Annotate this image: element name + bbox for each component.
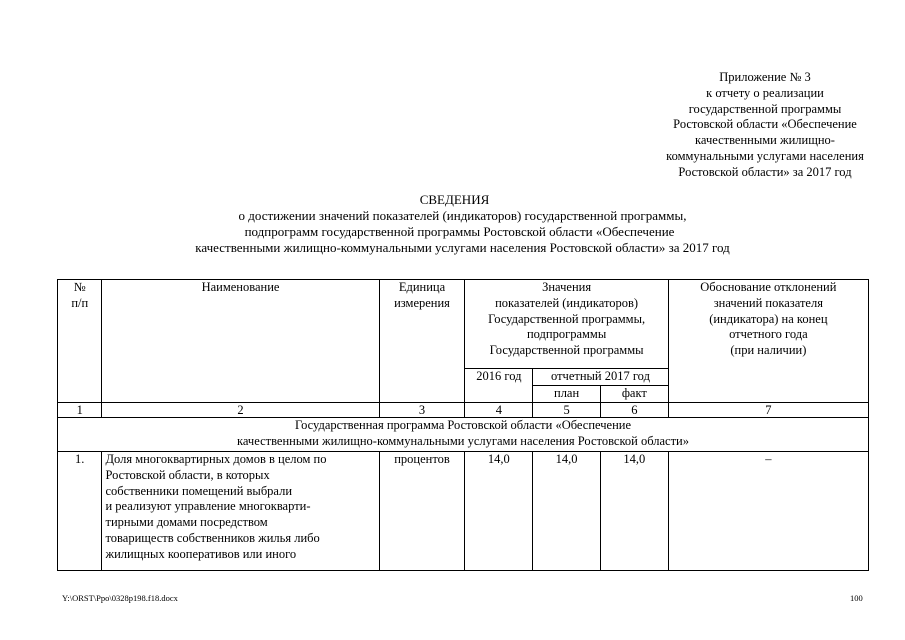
appendix-line: коммунальными услугами населения (666, 148, 864, 163)
row-unit: процентов (379, 452, 465, 571)
column-number: 1 (58, 403, 102, 418)
footer-file-path: Y:\ORST\Ppo\0328p198.f18.docx (62, 593, 178, 603)
appendix-line: государственной программы (688, 101, 842, 116)
header-unit: Единица измерения (379, 280, 465, 403)
table-row (58, 452, 869, 571)
column-number: 4 (465, 403, 533, 418)
row-name: Доля многоквартирных домов в целом по Ростовской области, в которых собственники помещений выбрали и реализуют управление многокварти- тирными домами посредством товариществ собственников жилья либо жилищных кооперативов или иного (102, 452, 379, 571)
column-number: 2 (102, 403, 379, 418)
header-no: № п/п (58, 280, 102, 403)
appendix-line: Приложение № 3 (719, 70, 811, 84)
title-line: о достижении значений показателей (индикаторов) государственной программы, (238, 208, 687, 223)
row-plan: 14,0 (533, 452, 601, 571)
column-number: 7 (668, 403, 868, 418)
header-plan: план (533, 386, 601, 403)
row-number: 1. (58, 452, 102, 571)
column-number-row (58, 403, 869, 418)
title-line: качественными жилищно-коммунальными услугами населения Ростовской области» за 2017 год (195, 240, 730, 255)
title-line: подпрограмм государственной программы Ростовской области «Обеспечение (244, 224, 675, 239)
section-row (58, 418, 869, 452)
document-title (0, 192, 905, 256)
header-name: Наименование (102, 280, 379, 403)
column-number: 6 (600, 403, 668, 418)
appendix-line: Ростовской области» за 2017 год (678, 164, 852, 179)
header-justification: Обоснование отклонений значений показателя (индикатора) на конец отчетного года (при наличии) (668, 280, 868, 403)
row-fact: 14,0 (600, 452, 668, 571)
column-number: 5 (533, 403, 601, 418)
section-title: Государственная программа Ростовской области «Обеспечение качественными жилищно-коммунальными услугами населения Ростовской области» (58, 418, 869, 452)
header-values: Значения показателей (индикаторов) Государственной программы, подпрограммы Государственной программы (465, 280, 668, 369)
appendix-line: качественными жилищно- (695, 133, 835, 148)
row-justification: – (668, 452, 868, 571)
row-value-2016: 14,0 (465, 452, 533, 571)
appendix-line: к отчету о реализации (706, 85, 824, 100)
title-heading: СВЕДЕНИЯ (419, 192, 490, 207)
appendix-line: Ростовской области «Обеспечение (673, 117, 857, 132)
header-2016: 2016 год (465, 369, 533, 403)
header-fact: факт (600, 386, 668, 403)
appendix-block (620, 70, 905, 181)
header-reporting-year: отчетный 2017 год (533, 369, 669, 386)
column-number: 3 (379, 403, 465, 418)
indicators-table (57, 279, 869, 571)
footer-page-number: 100 (850, 593, 863, 603)
